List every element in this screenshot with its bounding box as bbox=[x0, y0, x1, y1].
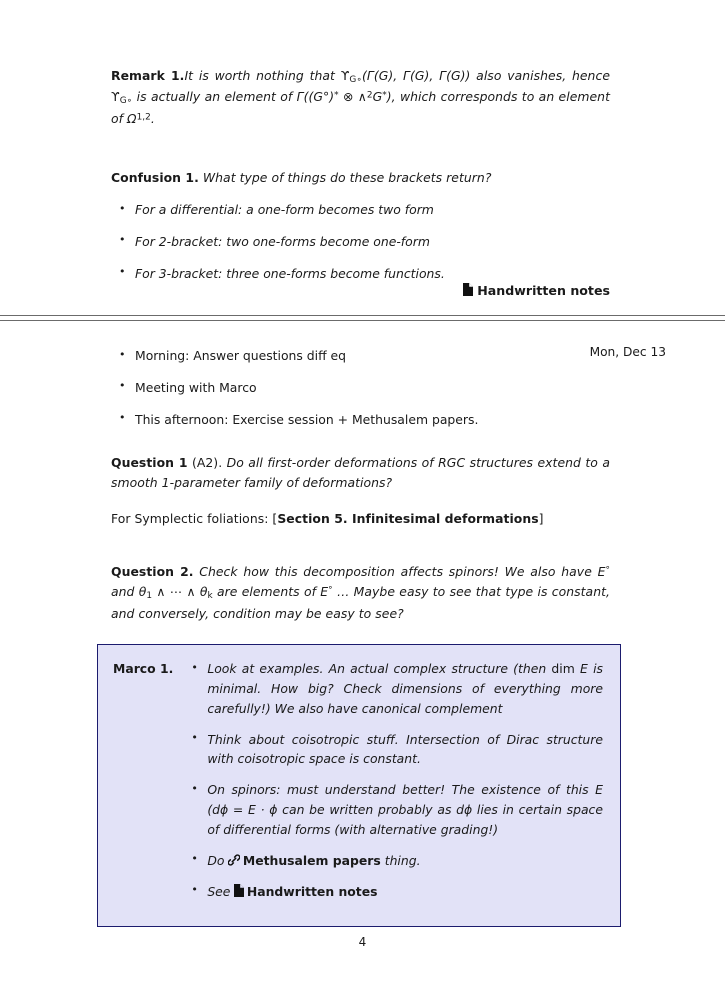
question2-text-4: are elements of bbox=[212, 584, 321, 600]
list-item: • This afternoon: Exercise session + Methusalem papers. bbox=[111, 410, 610, 430]
question2-text-5: … Maybe easy to see that type is constant, and conversely, condition may be easy to see? bbox=[111, 584, 610, 621]
list-item bbox=[183, 882, 603, 902]
symplectic-ref-line bbox=[111, 509, 610, 529]
handwritten-notes-block bbox=[111, 283, 610, 298]
math-run: E bbox=[580, 661, 588, 676]
list-item: • Morning: Answer questions diff eq bbox=[111, 346, 610, 366]
question2-text-2: and bbox=[111, 584, 139, 600]
confusion-prompt: What type of things do these brackets return? bbox=[202, 170, 492, 185]
remark-text-7: . bbox=[150, 110, 155, 126]
list-item bbox=[183, 851, 603, 871]
question2-math-theta1: $\theta_1$ bbox=[138, 584, 153, 602]
list-item bbox=[183, 780, 603, 840]
question2-text-1: Check how this decomposition affects spinors! We also have bbox=[199, 564, 598, 579]
question1-label: Question 1 bbox=[111, 455, 188, 470]
text-run: See bbox=[207, 883, 235, 899]
text-run: is minimal. How big? Check dimensions of everything more carefully!) We also have canonical complement bbox=[207, 661, 603, 716]
handwritten-notes-label: Handwritten notes bbox=[477, 283, 610, 298]
math-run: E bbox=[595, 782, 603, 798]
remark-math-upsilon-2: $ϒ_{G\circ}$ bbox=[111, 89, 133, 107]
list-item: • For a differential: a one-form becomes two form bbox=[111, 200, 610, 220]
date-stamp: Mon, Dec 13 bbox=[589, 345, 666, 359]
remark-sup-two: 2 bbox=[366, 90, 373, 101]
remark-text-2: (Γ(G), Γ(G), Γ(G)) also vanishes, hence bbox=[362, 68, 610, 83]
text-run-upright: dim bbox=[551, 661, 581, 676]
confusion-label: Confusion 1. bbox=[111, 170, 199, 185]
remark-text-4: ⊗ ∧ bbox=[338, 89, 367, 105]
section-divider-bottom bbox=[0, 320, 725, 321]
remark-math-upsilon-1: $ϒ_{G\circ}$ bbox=[340, 68, 362, 85]
text-run: thing. bbox=[380, 852, 421, 868]
link-icon bbox=[228, 854, 240, 866]
list-item bbox=[183, 659, 603, 719]
confusion-list bbox=[111, 200, 610, 284]
file-document-icon bbox=[234, 884, 244, 897]
list-item: • For 3-bracket: three one-forms become functions. bbox=[111, 264, 610, 284]
text-run: Look at examples. An actual complex structure (then bbox=[207, 661, 552, 676]
file-document-icon bbox=[463, 283, 473, 296]
marco-label: Marco 1. bbox=[113, 661, 174, 676]
question1-text: Do all first-order deformations of RGC structures extend to a smooth 1-parameter family of deformations? bbox=[111, 455, 610, 491]
remark-sup-star-2: * bbox=[382, 90, 387, 101]
confusion-paragraph bbox=[111, 168, 610, 188]
confusion-block bbox=[111, 168, 610, 284]
symplectic-ref-block bbox=[111, 509, 610, 529]
symplectic-ref-suffix: ] bbox=[538, 511, 544, 526]
section-divider-top bbox=[0, 315, 725, 316]
remark-label: Remark 1. bbox=[111, 68, 185, 83]
text-run: On spinors: must understand better! The existence of this bbox=[207, 782, 596, 798]
page-number: 4 bbox=[358, 935, 367, 949]
remark-sup-star-1: * bbox=[334, 90, 339, 101]
question1-paragraph bbox=[111, 453, 610, 493]
math-run: dϕ = E · ϕ bbox=[212, 802, 278, 818]
question2-paragraph bbox=[111, 562, 610, 624]
remark-text-3: is actually an element of Γ((G°) bbox=[132, 89, 335, 105]
remark-text-5: G bbox=[372, 89, 383, 105]
question2-text-3: ∧ ⋯ ∧ bbox=[152, 584, 200, 600]
reference-link[interactable]: Handwritten notes bbox=[246, 883, 378, 899]
marco-inner bbox=[113, 659, 603, 912]
question1-tag: (A2). bbox=[187, 455, 223, 470]
text-run: can be written probably as bbox=[277, 802, 457, 818]
marco-list-wrapper bbox=[183, 659, 603, 912]
list-item: • For 2-bracket: two one-forms become one-form bbox=[111, 232, 610, 252]
remark-block bbox=[111, 66, 610, 129]
question2-label: Question 2. bbox=[111, 564, 194, 579]
question2-math-E1: E° bbox=[597, 564, 610, 579]
question2-math-E2: E° bbox=[320, 584, 333, 600]
remark-text-1: It is worth nothing that bbox=[184, 68, 341, 83]
text-run: Do bbox=[207, 852, 229, 868]
text-run: ( bbox=[207, 802, 213, 818]
agenda-block bbox=[111, 346, 610, 430]
list-item: • Meeting with Marco bbox=[111, 378, 610, 398]
remark-text-6: ), which corresponds to an element of Ω bbox=[111, 89, 610, 126]
text-run: Think about coisotropic stuff. Intersection of Dirac structure with coisotropic space is constant. bbox=[207, 731, 603, 767]
math-run: dϕ bbox=[456, 802, 473, 818]
text-run: lies in certain space of differential forms (with alternative grading!) bbox=[207, 802, 603, 837]
reference-link[interactable]: Methusalem papers bbox=[242, 852, 381, 868]
remark-sup-omega: 1,2 bbox=[136, 112, 151, 123]
question2-math-theta2: $\theta_k$ bbox=[199, 584, 213, 602]
agenda-list bbox=[111, 346, 610, 430]
section-reference-link[interactable]: Section 5. Infinitesimal deformations bbox=[277, 511, 539, 526]
symplectic-ref-prefix: For Symplectic foliations: [ bbox=[111, 511, 278, 526]
marco-list bbox=[183, 659, 603, 901]
question2-block bbox=[111, 562, 610, 624]
handwritten-notes-link[interactable] bbox=[111, 283, 610, 298]
question1-block bbox=[111, 453, 610, 493]
marco-callout-box bbox=[97, 644, 621, 927]
remark-paragraph bbox=[111, 66, 610, 129]
list-item bbox=[183, 730, 603, 770]
